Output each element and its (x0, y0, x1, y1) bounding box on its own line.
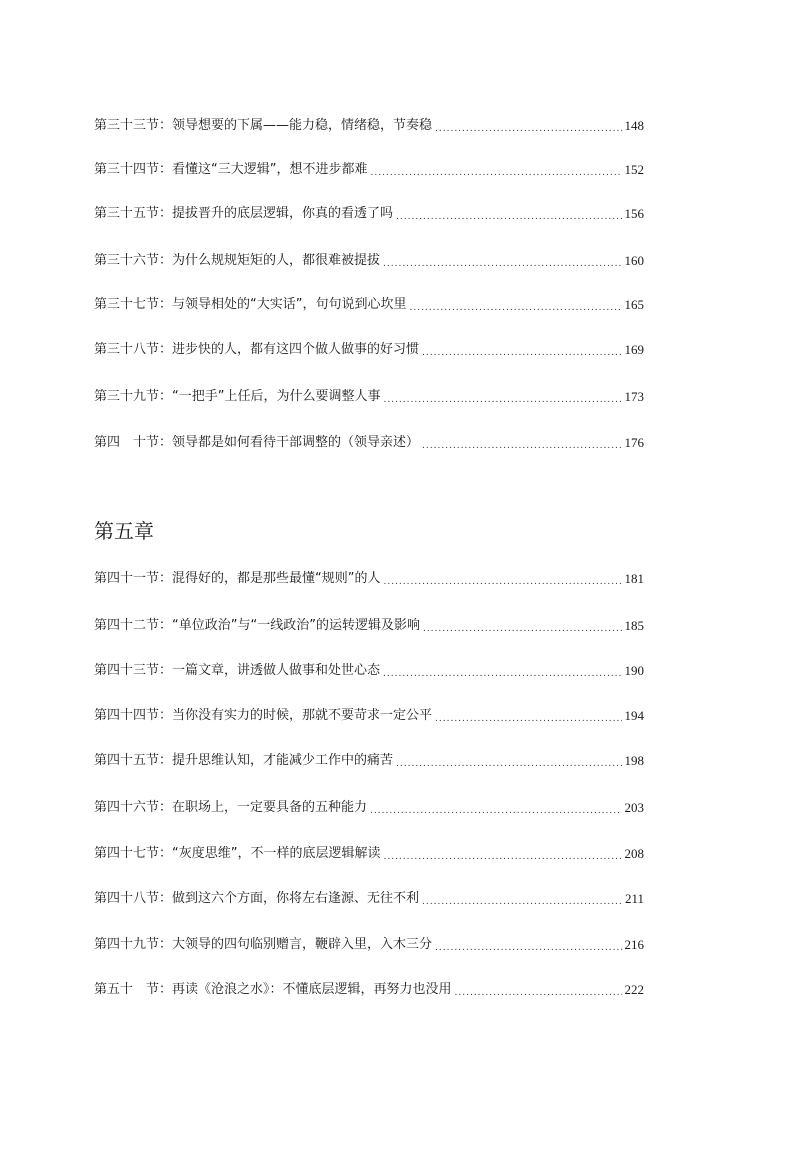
toc-entry-title: 第四 十节：领导都是如何看待干部调整的（领导亲述） (94, 435, 420, 450)
toc-entry-title: 第三十八节：进步快的人，都有这四个做人做事的好习惯 (94, 342, 420, 357)
toc-entry[interactable] (94, 841, 644, 863)
leader-dots (435, 117, 621, 135)
toc-entry-page: 173 (624, 389, 644, 404)
chapter-heading: 第五章 (94, 519, 154, 543)
toc-entry[interactable] (94, 113, 644, 135)
toc-entry-title: 第四十四节：当你没有实力的时候，那就不要苛求一定公平 (94, 708, 433, 723)
leader-dots (422, 434, 621, 452)
leader-dots (435, 936, 621, 954)
toc-entry-page: 169 (624, 342, 644, 357)
toc-entry-title: 第三十四节：看懂这“三大逻辑”，想不进步都难 (94, 162, 368, 177)
leader-dots (422, 890, 622, 908)
leader-dots (396, 205, 621, 223)
toc-entry-page: 194 (624, 708, 644, 723)
toc-entry[interactable] (94, 292, 644, 314)
toc-entry-page: 185 (624, 618, 644, 633)
toc-entry[interactable] (94, 201, 644, 223)
toc-entry-page: 160 (624, 253, 644, 268)
leader-dots (383, 845, 621, 863)
leader-dots (383, 570, 621, 588)
toc-entry[interactable] (94, 703, 644, 725)
toc-entry-title: 第四十一节：混得好的，都是那些最懂“规则”的人 (94, 571, 381, 586)
toc-entry-page: 165 (624, 297, 644, 312)
toc-entry[interactable] (94, 977, 644, 999)
toc-entry-page: 176 (624, 435, 644, 450)
toc-entry-title: 第三十六节：为什么规规矩矩的人，都很难被提拔 (94, 253, 381, 268)
toc-entry-title: 第三十七节：与领导相处的“大实话”，句句说到心坎里 (94, 297, 407, 312)
toc-entry-page: 211 (624, 891, 644, 906)
toc-entry[interactable] (94, 886, 644, 908)
toc-entry[interactable] (94, 430, 644, 452)
toc-entry[interactable] (94, 658, 644, 680)
toc-entry-title: 第四十六节：在职场上，一定要具备的五种能力 (94, 800, 368, 815)
leader-dots (383, 252, 621, 270)
toc-entry-page: 156 (624, 206, 644, 221)
leader-dots (383, 388, 621, 406)
leader-dots (383, 662, 621, 680)
leader-dots (370, 161, 621, 179)
toc-entry-page: 148 (624, 118, 644, 133)
toc-entry-page: 216 (624, 937, 644, 952)
toc-entry[interactable] (94, 248, 644, 270)
toc-entry[interactable] (94, 157, 644, 179)
toc-entry[interactable] (94, 384, 644, 406)
toc-entry[interactable] (94, 795, 644, 817)
toc-entry[interactable] (94, 337, 644, 359)
toc-entry[interactable] (94, 613, 644, 635)
toc-entry-title: 第四十九节：大领导的四句临别赠言，鞭辟入里，入木三分 (94, 937, 433, 952)
toc-entry-title: 第四十二节：“单位政治”与“一线政治”的运转逻辑及影响 (94, 618, 420, 633)
toc-entry-title: 第三十五节：提拔晋升的底层逻辑，你真的看透了吗 (94, 206, 394, 221)
leader-dots (455, 981, 622, 999)
toc-entry[interactable] (94, 566, 644, 588)
toc-entry-page: 208 (624, 846, 644, 861)
toc-entry[interactable] (94, 932, 644, 954)
toc-entry-page: 152 (624, 162, 644, 177)
leader-dots (370, 799, 621, 817)
leader-dots (396, 752, 621, 770)
leader-dots (409, 296, 621, 314)
toc-entry-title: 第五十 节：再读《沧浪之水》：不懂底层逻辑，再努力也没用 (94, 982, 452, 997)
toc-entry-page: 181 (624, 571, 644, 586)
leader-dots (435, 707, 621, 725)
toc-entry-page: 190 (624, 663, 644, 678)
toc-entry-page: 198 (624, 753, 644, 768)
leader-dots (423, 617, 622, 635)
leader-dots (422, 341, 621, 359)
toc-entry-page: 203 (624, 800, 644, 815)
toc-entry-page: 222 (624, 982, 644, 997)
toc-entry-title: 第四十三节：一篇文章，讲透做人做事和处世心态 (94, 663, 381, 678)
toc-entry-title: 第四十七节：“灰度思维”，不一样的底层逻辑解读 (94, 846, 381, 861)
toc-entry-title: 第三十九节：“一把手”上任后，为什么要调整人事 (94, 389, 381, 404)
toc-entry-title: 第三十三节：领导想要的下属——能力稳，情绪稳，节奏稳 (94, 118, 433, 133)
toc-entry-title: 第四十八节：做到这六个方面，你将左右逢源、无往不利 (94, 891, 420, 906)
toc-entry[interactable] (94, 748, 644, 770)
toc-entry-title: 第四十五节：提升思维认知，才能减少工作中的痛苦 (94, 753, 394, 768)
